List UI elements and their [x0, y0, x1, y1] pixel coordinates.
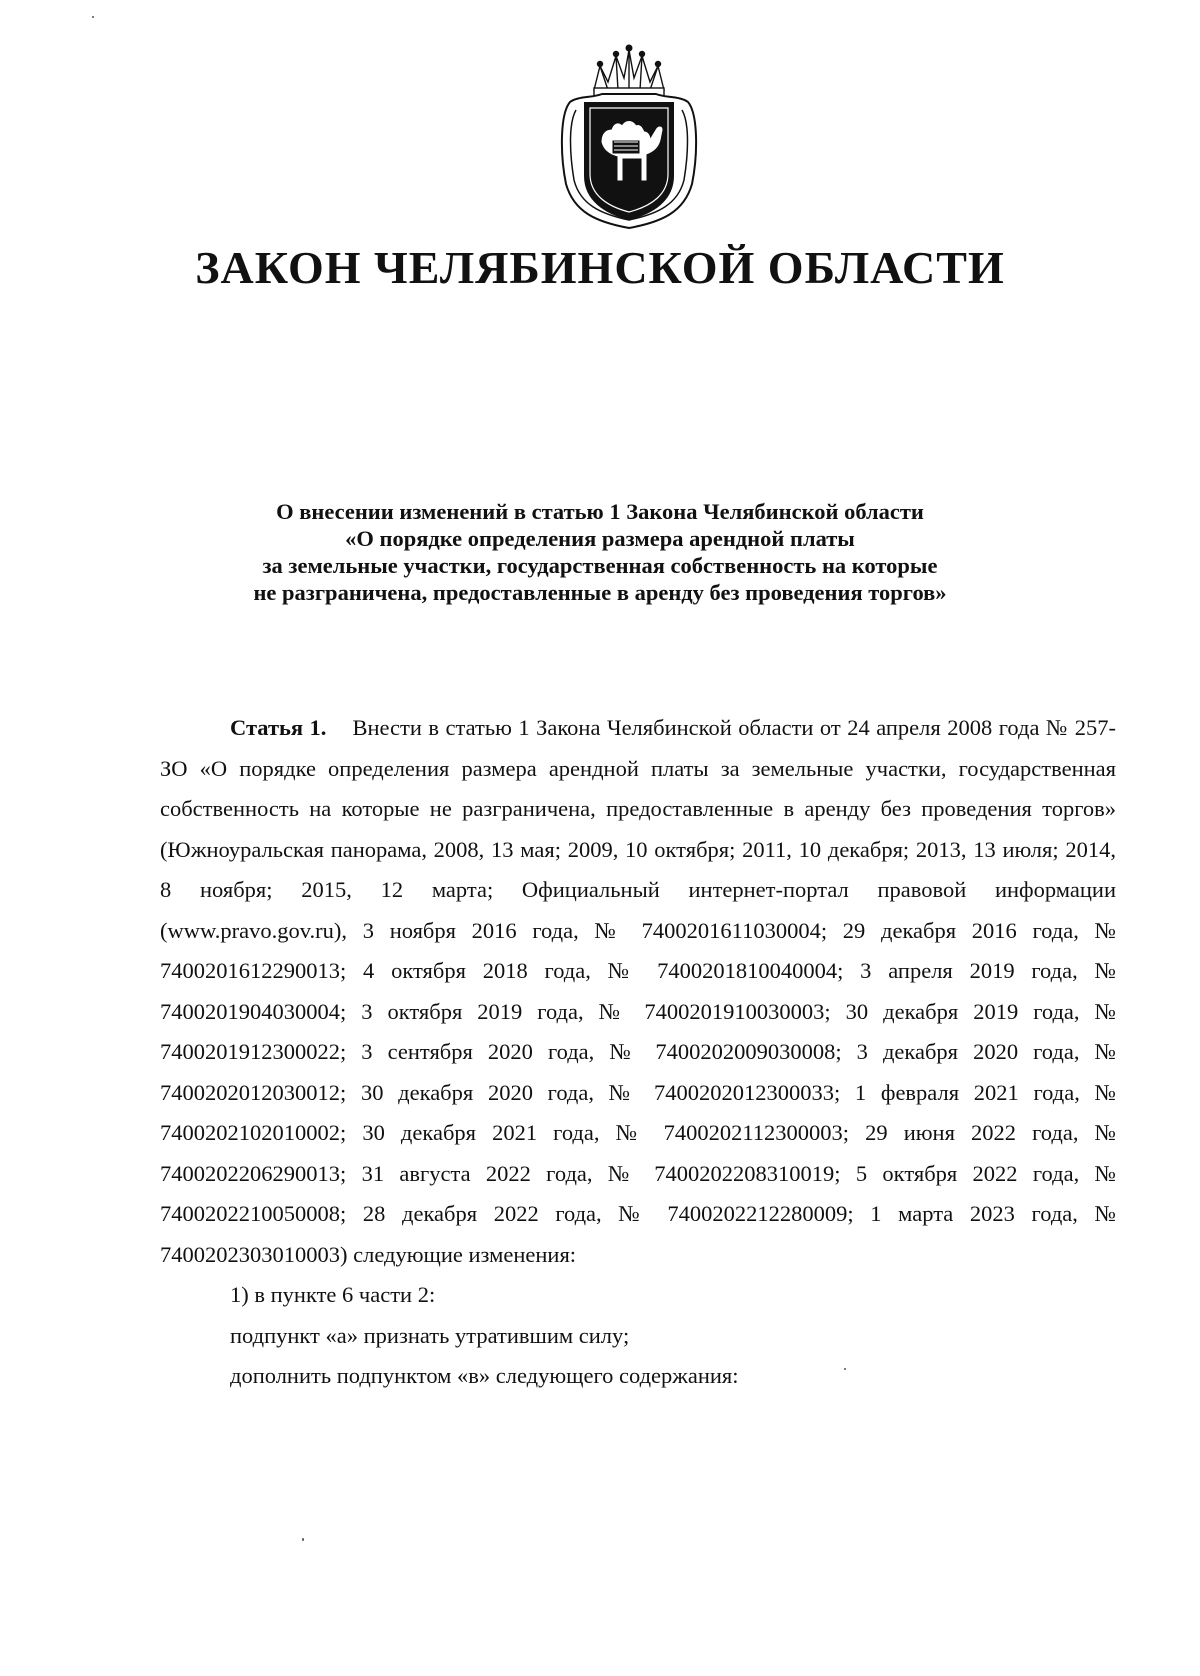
amendment-item: подпункт «а» признать утратившим силу;	[230, 1322, 630, 1348]
article-label: Статья 1.	[230, 715, 327, 740]
article-text: Внести в статью 1 Закона Челябинской области от 24 апреля 2008 года № 257-ЗО «О порядке определения размера арендной платы за земельные участки, государственная собственность на которые не разграничена, предоставленные в аренду без проведения торгов» (Южноуральская панорама, 2008, 13 мая; 2009, 10 октября; 2011, 10 декабря; 2013, 13 июля; 2014, 8 ноября; 2015, 12 марта; Официальный интернет-портал правовой информации (www.pravo.gov.ru), 3 ноября 2016 года, № 7400201611030004; 29 декабря 2016 года, № 7400201612290013; 4 октября 2018 года, № 7400201810040004; 3 апреля 2019 года, № 7400201904030004; 3 октября 2019 года, № 7400201910030003; 30 декабря 2019 года, № 7400201912300022; 3 сентября 2020 года, № 7400202009030008; 3 декабря 2020 года, № 7400202012030012; 30 декабря 2020 года, № 7400202012300033; 1 февраля 2021 года, № 7400202102010002; 30 декабря 2021 года, № 7400202112300003; 29 июня 2022 года, № 7400202206290013; 31 августа 2022 года, № 7400202208310019; 5 октября 2022 года, № 7400202210050008; 28 декабря 2022 года, № 7400202212280009; 1 марта 2023 года, № 7400202303010003) следующие изменения:	[160, 715, 1116, 1267]
subtitle-line: «О порядке определения размера арендной платы	[345, 526, 855, 551]
subtitle-line: О внесении изменений в статью 1 Закона Челябинской области	[276, 499, 924, 524]
law-body	[160, 708, 1116, 1397]
amendment-item: дополнить подпунктом «в» следующего содержания:	[230, 1363, 739, 1388]
crown-icon	[594, 45, 664, 96]
amendment-item: 1) в пункте 6 части 2:	[230, 1282, 436, 1307]
coat-of-arms-emblem	[556, 44, 702, 230]
law-subtitle	[150, 498, 1050, 606]
subtitle-line: за земельные участки, государственная собственность на которые	[262, 553, 938, 578]
scan-speck	[844, 1368, 846, 1370]
law-title: ЗАКОН ЧЕЛЯБИНСКОЙ ОБЛАСТИ	[195, 242, 1005, 293]
scan-speck	[92, 16, 94, 18]
article-paragraph	[160, 708, 1116, 1275]
scan-speck	[302, 1538, 304, 1541]
subtitle-line: не разграничена, предоставленные в аренду без проведения торгов»	[253, 580, 947, 605]
